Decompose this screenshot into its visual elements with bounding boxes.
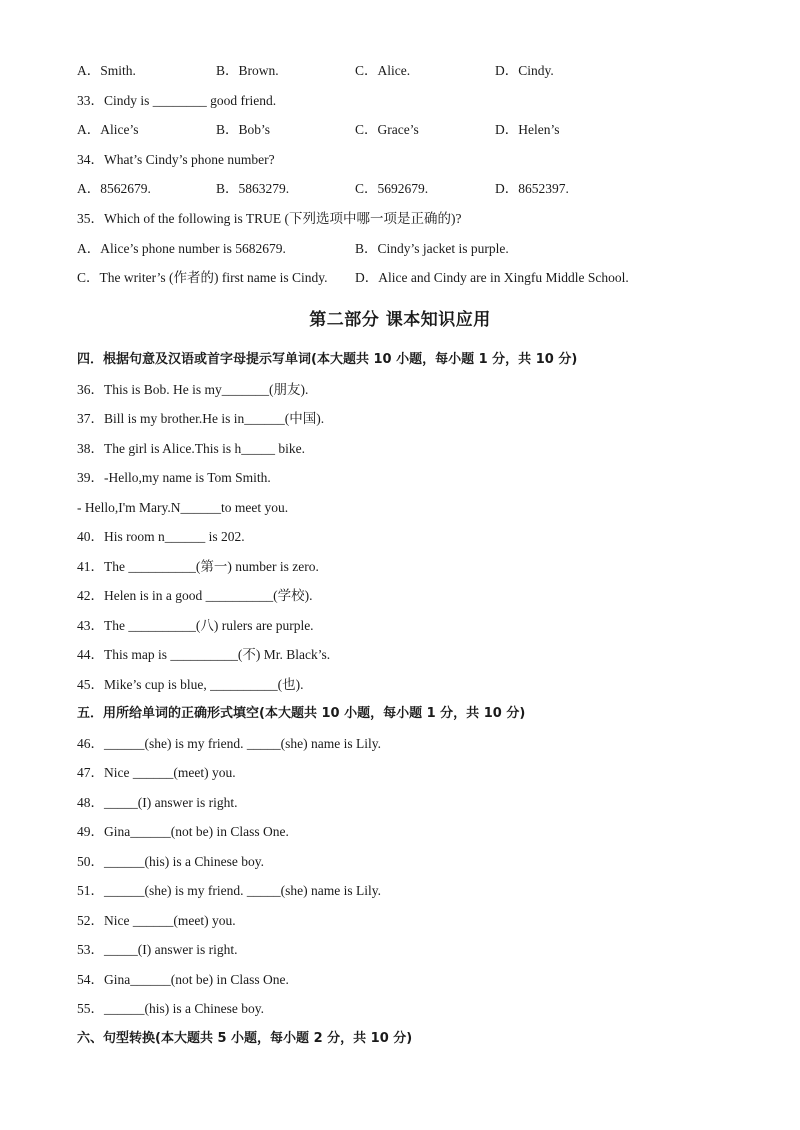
q55: 55．______(his) is a Chinese boy. — [77, 1001, 264, 1016]
q44: 44．This map is __________(不) Mr. Black’s. — [77, 647, 331, 662]
q45: 45．Mike’s cup is blue, __________(也). — [77, 677, 304, 692]
q32-option-a: A．Smith. — [77, 63, 136, 78]
q40: 40．His room n______ is 202. — [77, 529, 245, 544]
q33-option-c: C．Grace’s — [355, 122, 419, 137]
q38: 38．The girl is Alice.This is h_____ bike. — [77, 441, 305, 456]
q35-option-d: D．Alice and Cindy are in Xingfu Middle School. — [355, 270, 629, 285]
q53: 53．_____(I) answer is right. — [77, 942, 238, 957]
q34-option-b: B．5863279. — [216, 181, 290, 196]
q51: 51．______(she) is my friend. _____(she) name is Lily. — [77, 883, 381, 898]
q49: 49．Gina______(not be) in Class One. — [77, 824, 289, 839]
q36: 36．This is Bob. He is my_______(朋友). — [77, 382, 309, 397]
q33-stem: 33．Cindy is ________ good friend. — [77, 93, 277, 108]
section4-heading: 四．根据句意及汉语或首字母提示写单词(本大题共 10 小题，每小题 1 分，共 10 分) — [77, 352, 578, 367]
q34-option-d: D．8652397. — [495, 181, 569, 196]
q35-options-row2 — [77, 269, 629, 287]
q39-line2: - Hello,I'm Mary.N______to meet you. — [77, 500, 289, 515]
q48: 48．_____(I) answer is right. — [77, 795, 238, 810]
q32-option-b: B．Brown. — [216, 63, 279, 78]
q50: 50．______(his) is a Chinese boy. — [77, 854, 264, 869]
q39-line1: 39．-Hello,my name is Tom Smith. — [77, 470, 271, 485]
q33-option-d: D．Helen’s — [495, 122, 560, 137]
q43: 43．The __________(八) rulers are purple. — [77, 618, 314, 633]
q34-option-a: A．8562679. — [77, 181, 151, 196]
q35-options-row1 — [77, 240, 509, 258]
section6-heading: 六、句型转换(本大题共 5 小题，每小题 2 分，共 10 分) — [77, 1031, 413, 1046]
q35-option-b: B．Cindy’s jacket is purple. — [355, 241, 509, 256]
q42: 42．Helen is in a good __________(学校). — [77, 588, 313, 603]
q34-options — [77, 180, 569, 198]
q33-option-a: A．Alice’s — [77, 122, 139, 137]
q34-stem: 34．What’s Cindy’s phone number? — [77, 152, 275, 167]
q47: 47．Nice ______(meet) you. — [77, 765, 236, 780]
q54: 54．Gina______(not be) in Class One. — [77, 972, 289, 987]
q35-option-c: C．The writer’s (作者的) first name is Cindy. — [77, 270, 328, 285]
q33-options — [77, 121, 560, 139]
section5-heading: 五．用所给单词的正确形式填空(本大题共 10 小题，每小题 1 分，共 10 分) — [77, 706, 526, 721]
q35-option-a: A．Alice’s phone number is 5682679. — [77, 241, 286, 256]
q34-option-c: C．5692679. — [355, 181, 429, 196]
q32-options — [77, 62, 554, 80]
q32-option-c: C．Alice. — [355, 63, 411, 78]
q46: 46．______(she) is my friend. _____(she) name is Lily. — [77, 736, 381, 751]
q35-stem: 35．Which of the following is TRUE (下列选项中哪一项是正确的)? — [77, 211, 462, 226]
part2-title: 第二部分 课本知识应用 — [309, 310, 491, 330]
q52: 52．Nice ______(meet) you. — [77, 913, 236, 928]
q33-option-b: B．Bob’s — [216, 122, 271, 137]
q32-option-d: D．Cindy. — [495, 63, 554, 78]
q41: 41．The __________(第一) number is zero. — [77, 559, 319, 574]
q37: 37．Bill is my brother.He is in______(中国). — [77, 411, 325, 426]
